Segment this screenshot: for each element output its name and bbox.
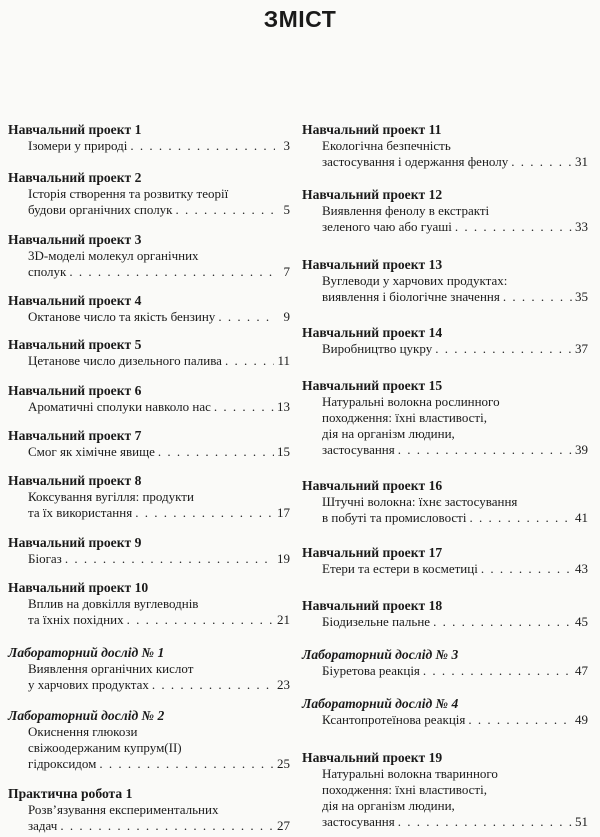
toc-entry-description: [28, 802, 290, 834]
toc-page-number: 47: [575, 663, 588, 678]
dot-leader: [398, 814, 572, 830]
toc-entry-description: [28, 444, 290, 460]
toc-entry[interactable]: [302, 545, 588, 577]
toc-entry[interactable]: [302, 696, 588, 728]
toc-page-number: 5: [283, 202, 290, 217]
dot-leader: [135, 505, 274, 521]
toc-entry-text: Розв’язування експериментальних: [28, 802, 219, 817]
toc-entry-last-line: [28, 505, 290, 521]
toc-entry-last-line: [28, 444, 290, 460]
toc-entry-text: свіжоодержаним купрум(ІІ): [28, 740, 182, 755]
toc-page-number: 11: [277, 353, 290, 368]
toc-entry-text: в побуті та промисловості: [322, 510, 467, 525]
toc-entry-text: Біуретова реакція: [322, 663, 420, 678]
toc-entry-last-line: [28, 138, 290, 154]
dot-leader: [218, 309, 275, 325]
toc-entry-last-line: [28, 202, 290, 218]
dot-leader: [158, 444, 274, 460]
toc-entry-last-line: [322, 442, 588, 458]
toc-entry-heading: Навчальний проект 5: [8, 337, 142, 352]
dot-leader: [481, 561, 572, 577]
toc-entry-text: Вуглеводи у харчових продуктах:: [322, 273, 508, 288]
dot-leader: [398, 442, 572, 458]
dot-leader: [225, 353, 275, 369]
toc-entry[interactable]: [8, 293, 290, 325]
dot-leader: [511, 154, 572, 170]
toc-page-number: 21: [277, 612, 290, 627]
toc-entry-last-line: [322, 614, 588, 630]
toc-entry-last-line: [322, 341, 588, 357]
dot-leader: [435, 341, 572, 357]
toc-entry[interactable]: [302, 187, 588, 235]
dot-leader: [214, 399, 274, 415]
toc-page-number: 3: [283, 138, 290, 153]
toc-entry-description: [322, 341, 588, 357]
toc-entry[interactable]: [8, 708, 290, 772]
dot-leader: [127, 612, 274, 628]
toc-entry[interactable]: [302, 750, 588, 830]
toc-entry-description: [322, 494, 588, 526]
toc-entry[interactable]: [8, 122, 290, 154]
toc-entry-last-line: [28, 353, 290, 369]
toc-entry[interactable]: [302, 647, 588, 679]
toc-entry-text: Біогаз: [28, 551, 62, 566]
toc-entry-description: [28, 661, 290, 693]
toc-entry[interactable]: [8, 786, 290, 834]
toc-entry-heading: Лабораторний дослід № 4: [302, 696, 459, 711]
toc-page-number: 31: [575, 154, 588, 169]
toc-entry-last-line: [28, 264, 290, 280]
dot-leader: [99, 756, 274, 772]
toc-entry-description: [28, 248, 290, 280]
toc-entry-text: гідроксидом: [28, 756, 97, 771]
toc-entry-heading: Навчальний проект 8: [8, 473, 142, 488]
toc-entry-text: застосування: [322, 442, 395, 457]
toc-entry[interactable]: [8, 535, 290, 567]
toc-entry[interactable]: [8, 645, 290, 693]
toc-page-number: 19: [277, 551, 290, 566]
toc-entry-heading: Навчальний проект 1: [8, 122, 142, 137]
toc-page-number: 51: [575, 814, 588, 829]
toc-entry-heading: Навчальний проект 13: [302, 257, 443, 272]
toc-entry-text: Октанове число та якість бензину: [28, 309, 216, 324]
toc-entry-text: походження: їхні властивості,: [322, 410, 487, 425]
toc-entry-text: задач: [28, 818, 58, 833]
toc-entry-heading: Навчальний проект 2: [8, 170, 142, 185]
dot-leader: [152, 677, 274, 693]
toc-entry[interactable]: [302, 257, 588, 305]
toc-entry-text: зеленого чаю або гуаші: [322, 219, 452, 234]
toc-entry-text: та їх використання: [28, 505, 133, 520]
dot-leader: [503, 289, 572, 305]
toc-page-number: 17: [277, 505, 290, 520]
toc-entry-heading: Лабораторний дослід № 2: [8, 708, 165, 723]
toc-entry-heading: Навчальний проект 17: [302, 545, 443, 560]
toc-entry-heading: Навчальний проект 10: [8, 580, 149, 595]
toc-entry-description: [28, 309, 290, 325]
dot-leader: [468, 712, 572, 728]
toc-page-number: 35: [575, 289, 588, 304]
toc-page-number: 23: [277, 677, 290, 692]
toc-entry-text: Смог як хімічне явище: [28, 444, 155, 459]
toc-entry-description: [322, 203, 588, 235]
toc-entry-last-line: [322, 219, 588, 235]
toc-entry-description: [28, 724, 290, 772]
toc-entry-text: дія на організм людини,: [322, 426, 455, 441]
toc-entry-text: дія на організм людини,: [322, 798, 455, 813]
toc-entry-description: [322, 712, 588, 728]
dot-leader: [176, 202, 276, 218]
toc-entry-last-line: [28, 551, 290, 567]
toc-entry-text: Виробництво цукру: [322, 341, 433, 356]
toc-entry-last-line: [28, 756, 290, 772]
toc-entry-description: [322, 394, 588, 458]
toc-entry[interactable]: [8, 383, 290, 415]
toc-entry-description: [28, 489, 290, 521]
toc-entry-last-line: [322, 154, 588, 170]
toc-entry-heading: Навчальний проект 6: [8, 383, 142, 398]
toc-entry-description: [28, 551, 290, 567]
toc-page-number: 15: [277, 444, 290, 459]
dot-leader: [423, 663, 572, 679]
toc-entry-heading: Навчальний проект 19: [302, 750, 443, 765]
toc-entry-heading: Навчальний проект 7: [8, 428, 142, 443]
toc-entry-heading: Навчальний проект 3: [8, 232, 142, 247]
toc-entry-last-line: [322, 561, 588, 577]
toc-page-number: 25: [277, 756, 290, 771]
dot-leader: [130, 138, 275, 154]
toc-page-number: 7: [283, 264, 290, 279]
toc-entry-last-line: [322, 663, 588, 679]
toc-entry[interactable]: [302, 378, 588, 458]
toc-entry-description: [28, 186, 290, 218]
toc-entry-heading: Лабораторний дослід № 1: [8, 645, 165, 660]
toc-entry[interactable]: [8, 428, 290, 460]
toc-entry-last-line: [28, 818, 290, 834]
dot-leader: [433, 614, 572, 630]
toc-page-number: 41: [575, 510, 588, 525]
toc-page-number: 45: [575, 614, 588, 629]
toc-right-column: [302, 0, 588, 837]
toc-entry-description: [322, 766, 588, 830]
toc-entry-heading: Навчальний проект 12: [302, 187, 443, 202]
toc-entry[interactable]: [8, 232, 290, 280]
toc-entry-description: [322, 273, 588, 305]
toc-entry-last-line: [28, 612, 290, 628]
toc-entry-text: Натуральні волокна тваринного: [322, 766, 498, 781]
toc-entry-text: Цетанове число дизельного палива: [28, 353, 222, 368]
toc-entry[interactable]: [302, 478, 588, 526]
toc-entry-text: у харчових продуктах: [28, 677, 149, 692]
toc-entry-last-line: [322, 510, 588, 526]
toc-entry-heading: Навчальний проект 11: [302, 122, 442, 137]
toc-entry-last-line: [322, 814, 588, 830]
toc-entry[interactable]: [302, 122, 588, 170]
toc-entry-text: Виявлення фенолу в екстракті: [322, 203, 490, 218]
toc-entry-description: [322, 663, 588, 679]
toc-entry-text: Виявлення органічних кислот: [28, 661, 194, 676]
toc-entry-text: виявлення і біологічне значення: [322, 289, 500, 304]
toc-entry-text: Ароматичні сполуки навколо нас: [28, 399, 211, 414]
toc-entry-text: Етери та естери в косметиці: [322, 561, 478, 576]
toc-page-number: 43: [575, 561, 588, 576]
toc-entry-text: Штучні волокна: їхнє застосування: [322, 494, 518, 509]
toc-entry-heading: Навчальний проект 14: [302, 325, 443, 340]
toc-entry[interactable]: [8, 337, 290, 369]
toc-entry[interactable]: [8, 580, 290, 628]
dot-leader: [469, 510, 572, 526]
toc-entry-text: Ксантопротеїнова реакція: [322, 712, 466, 727]
toc-entry-heading: Практична робота 1: [8, 786, 133, 801]
toc-entry-text: походження: їхні властивості,: [322, 782, 487, 797]
toc-entry-text: Ізомери у природі: [28, 138, 128, 153]
toc-page-number: 9: [283, 309, 290, 324]
toc-entry-heading: Навчальний проект 9: [8, 535, 142, 550]
toc-entry-text: Натуральні волокна рослинного: [322, 394, 500, 409]
toc-entry-heading: Навчальний проект 4: [8, 293, 142, 308]
toc-entry-description: [322, 614, 588, 630]
toc-entry-text: застосування і одержання фенолу: [322, 154, 509, 169]
toc-page-number: 27: [277, 818, 290, 833]
toc-entry-text: сполук: [28, 264, 67, 279]
toc-entry-description: [28, 353, 290, 369]
toc-entry[interactable]: [8, 170, 290, 218]
toc-entry[interactable]: [302, 598, 588, 630]
dot-leader: [69, 264, 275, 280]
toc-entry-heading: Навчальний проект 15: [302, 378, 443, 393]
toc-entry[interactable]: [8, 473, 290, 521]
dot-leader: [65, 551, 274, 567]
toc-entry-last-line: [322, 712, 588, 728]
toc-entry-text: Вплив на довкілля вуглеводнів: [28, 596, 199, 611]
toc-entry-heading: Навчальний проект 16: [302, 478, 443, 493]
toc-entry-last-line: [28, 399, 290, 415]
toc-entry-text: застосування: [322, 814, 395, 829]
toc-entry-description: [322, 561, 588, 577]
toc-entry-heading: Лабораторний дослід № 3: [302, 647, 459, 662]
toc-entry-description: [28, 138, 290, 154]
dot-leader: [60, 818, 274, 834]
toc-entry-description: [28, 399, 290, 415]
toc-entry-description: [322, 138, 588, 170]
toc-entry-last-line: [322, 289, 588, 305]
toc-entry-heading: Навчальний проект 18: [302, 598, 443, 613]
toc-page-number: 13: [277, 399, 290, 414]
toc-entry-last-line: [28, 309, 290, 325]
toc-entry-description: [28, 596, 290, 628]
toc-entry-text: будови органічних сполук: [28, 202, 173, 217]
toc-entry-text: Коксування вугілля: продукти: [28, 489, 194, 504]
toc-entry-text: Екологічна безпечність: [322, 138, 451, 153]
toc-entry-text: 3D-моделі молекул органічних: [28, 248, 199, 263]
dot-leader: [455, 219, 572, 235]
page-title: ЗМІСТ: [263, 6, 337, 32]
toc-entry-text: Біодизельне пальне: [322, 614, 431, 629]
toc-entry-text: Історія створення та розвитку теорії: [28, 186, 229, 201]
toc-entry-last-line: [28, 677, 290, 693]
toc-entry-text: та їхніх похідних: [28, 612, 124, 627]
toc-page-number: 33: [575, 219, 588, 234]
toc-page-number: 39: [575, 442, 588, 457]
toc-entry[interactable]: [302, 325, 588, 357]
toc-page-number: 37: [575, 341, 588, 356]
toc-left-column: [8, 0, 290, 837]
toc-entry-text: Окиснення глюкози: [28, 724, 138, 739]
toc-page-number: 49: [575, 712, 588, 727]
